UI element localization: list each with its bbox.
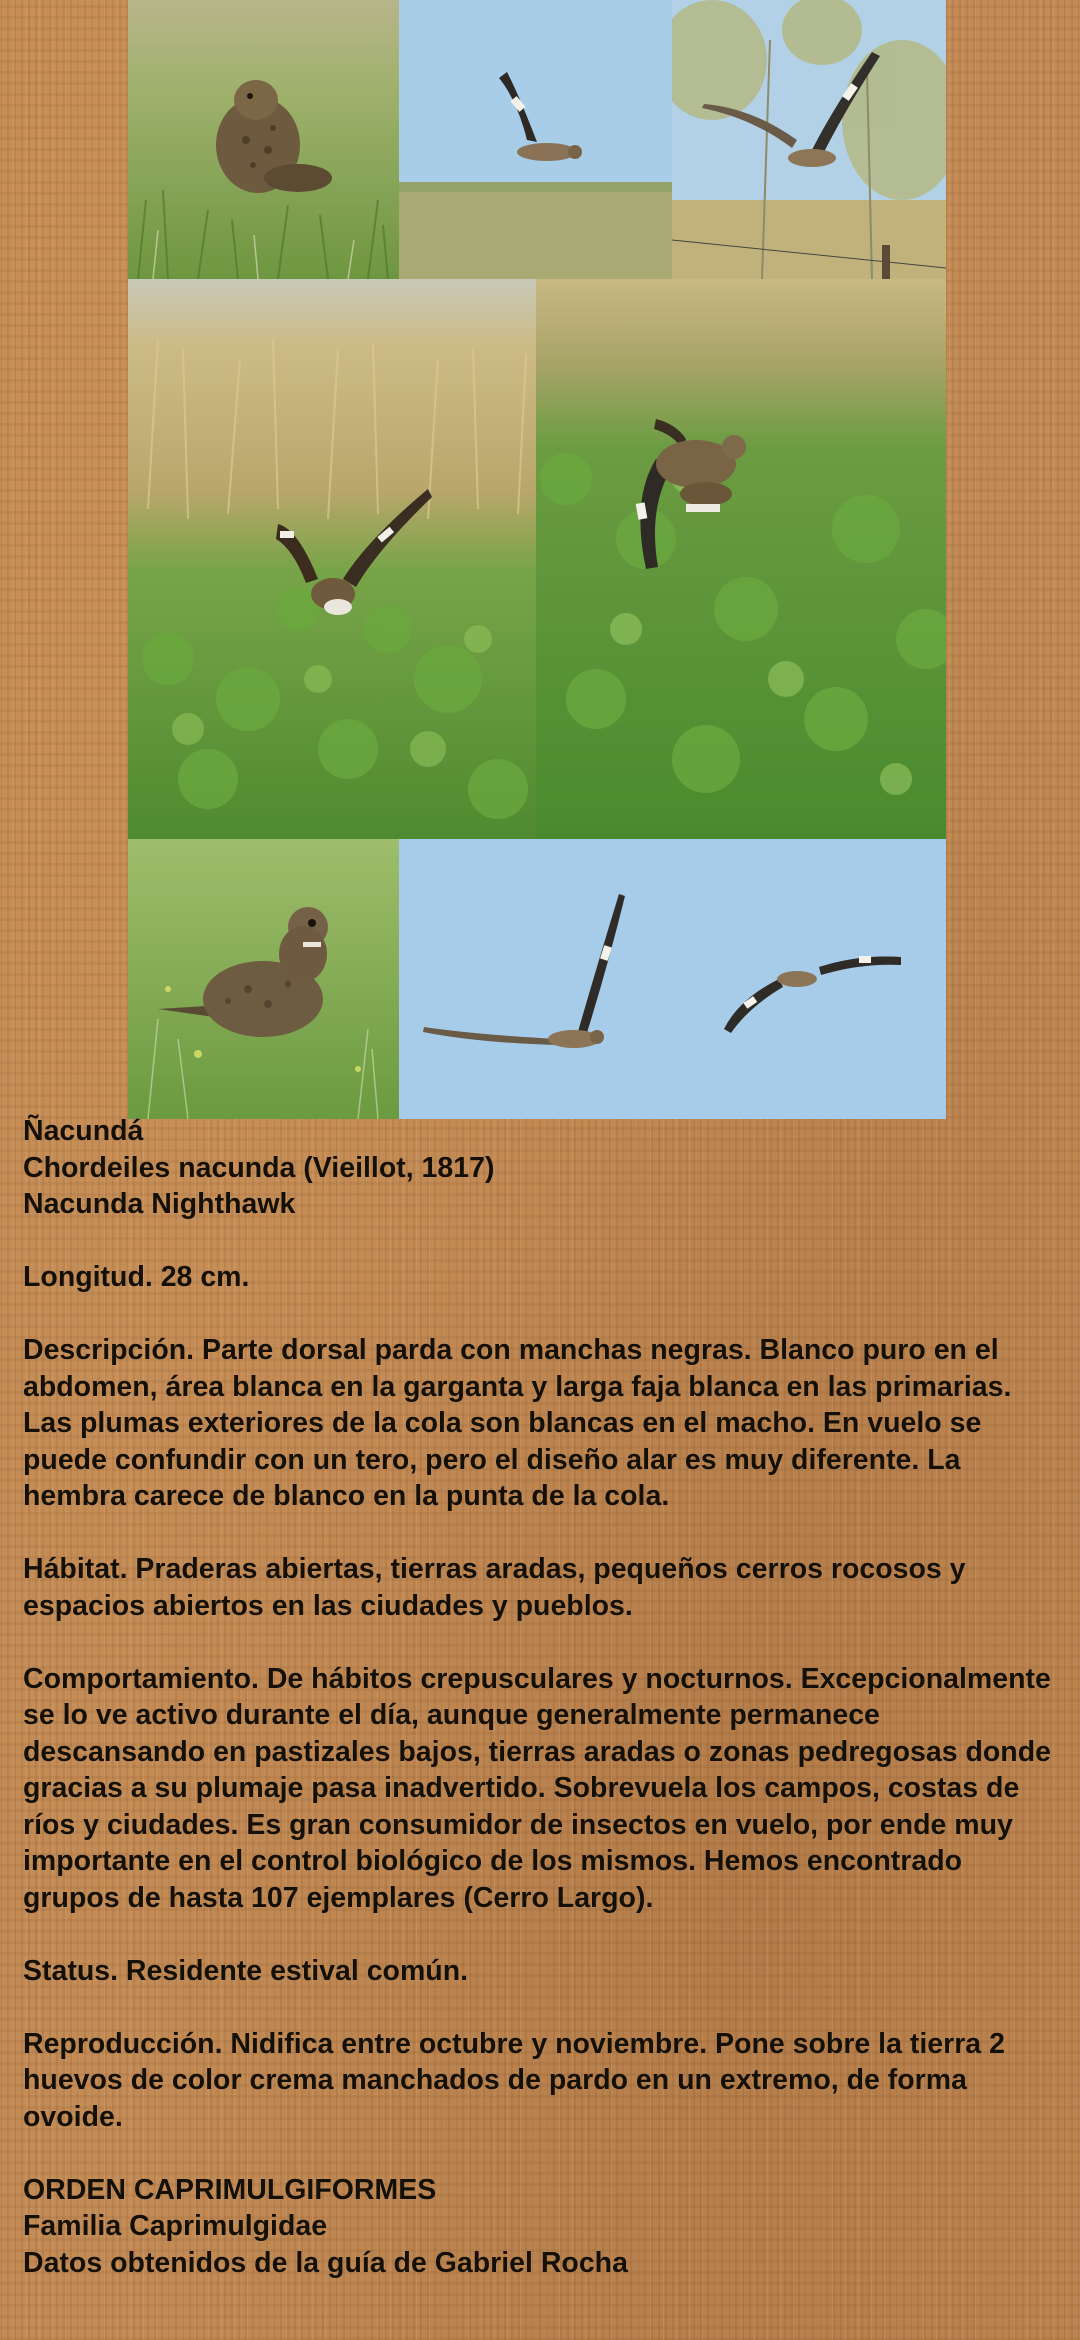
photo-bird-resting-grass [128, 839, 399, 1119]
behavior-paragraph: Comportamiento. De hábitos crepusculares y nocturnos. Excepcionalmente se lo ve activo durante el día, aunque generalmente permanece descansando en pastizales bajos, tierras aradas o zonas pedregosas donde gracias a su plumaje pasa inadvertido. Sobrevuela los campos, costas de ríos y ciudades. Es gran consumidor de insectos en vuelo, por ende muy importante en el control biológico de los mismos. Hemos encontrado grupos de hasta 107 ejemplares (Cerro Largo). [23, 1662, 1051, 1914]
species-article [23, 1113, 1063, 2318]
photo-collage [128, 0, 946, 1119]
common-name-english: Nacunda Nighthawk [23, 1188, 296, 1220]
family-label: Familia Caprimulgidae [23, 2210, 328, 2242]
habitat-paragraph: Hábitat. Praderas abiertas, tierras aradas, pequeños cerros rocosos y espacios abiertos en las ciudades y pueblos. [23, 1553, 966, 1622]
description-paragraph: Descripción. Parte dorsal parda con manchas negras. Blanco puro en el abdomen, área blanca en la garganta y larga faja blanca en las primarias. Las plumas exteriores de la cola son blancas en el macho. En vuelo se puede confundir con un tero, pero el diseño alar es muy diferente. La hembra carece de blanco en la punta de la cola. [23, 1334, 1012, 1512]
common-name-spanish: Ñacundá [23, 1115, 144, 1147]
order-label: ORDEN CAPRIMULGIFORMES [23, 2173, 437, 2206]
photo-bird-takeoff-crop [128, 279, 536, 839]
length-paragraph: Longitud. 28 cm. [23, 1261, 250, 1293]
taxonomy-block [23, 2172, 1063, 2282]
scientific-name: Chordeiles nacunda (Vieillot, 1817) [23, 1151, 495, 1184]
photo-two-birds-flying-sky [399, 839, 946, 1119]
photo-bird-flying-trees [672, 0, 946, 279]
status-paragraph: Status. Residente estival común. [23, 1954, 469, 1987]
photo-bird-flying-field [399, 0, 672, 279]
photo-bird-sitting-grass [128, 0, 399, 279]
species-header [23, 1113, 1063, 1223]
source-credit: Datos obtenidos de la guía de Gabriel Rocha [23, 2246, 628, 2279]
reproduction-paragraph: Reproducción. Nidifica entre octubre y noviembre. Pone sobre la tierra 2 huevos de color crema manchados de pardo en un extremo, de forma ovoide. [23, 2027, 1005, 2133]
photo-bird-flying-crop [536, 279, 946, 839]
